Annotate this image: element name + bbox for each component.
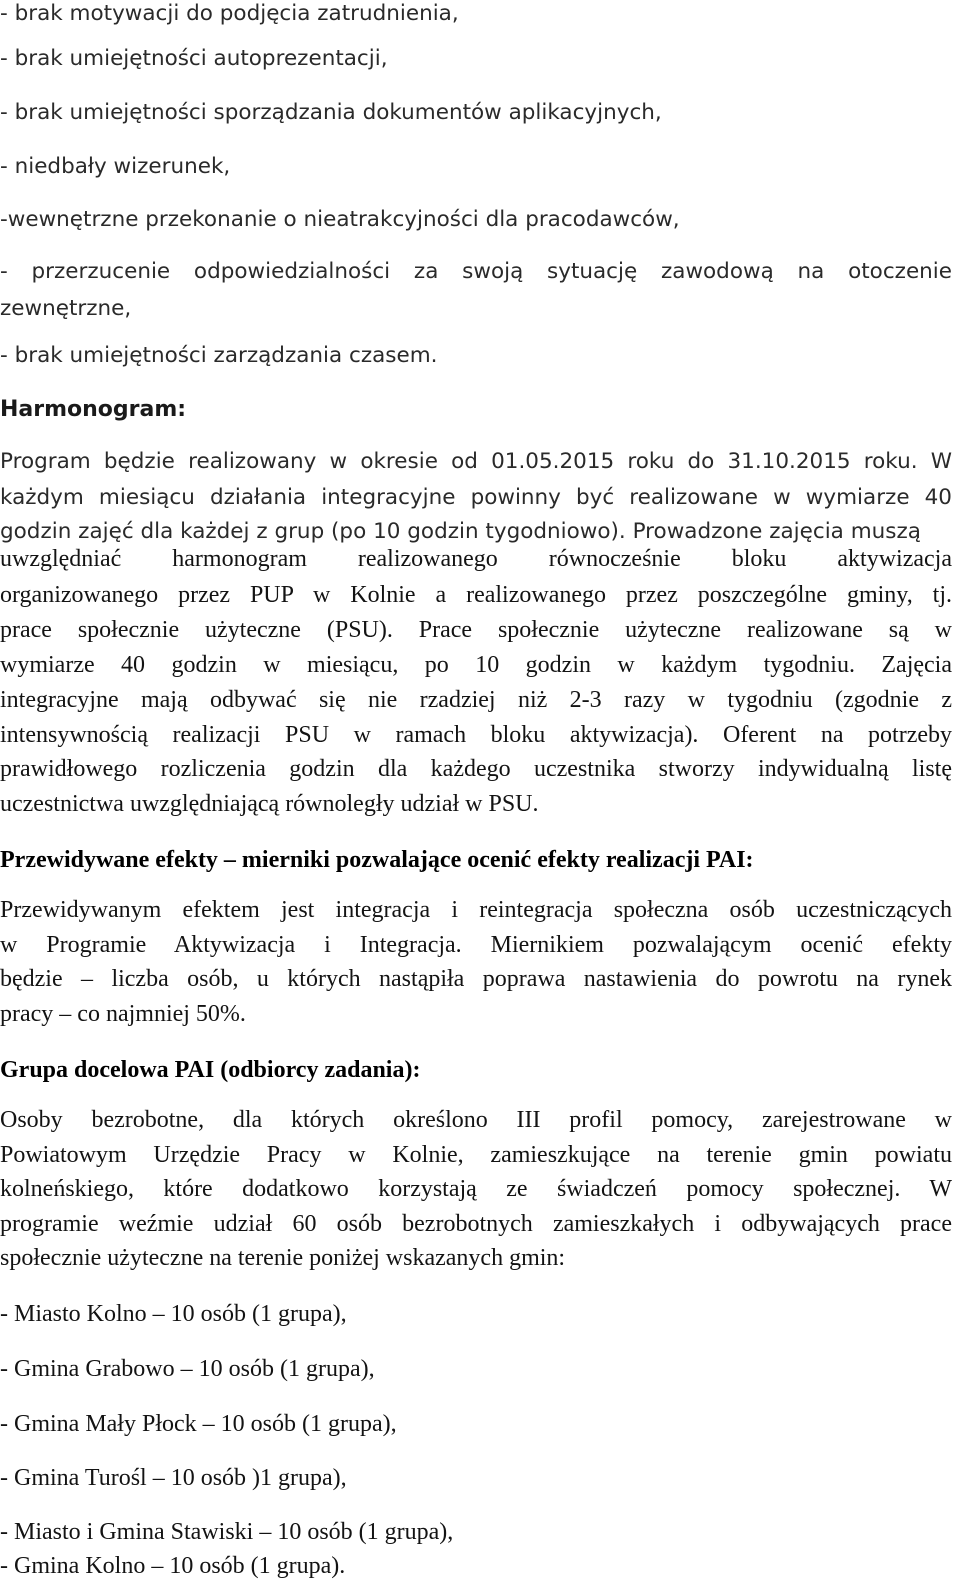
paragraph-line: Osoby bezrobotne, dla których określono III profil pomocy, zarejestrowane w [0,1107,952,1133]
list-item: - Gmina Mały Płock – 10 osób (1 grupa), [0,1411,397,1437]
paragraph-line: uwzględniać harmonogram realizowanego równocześnie bloku aktywizacja [0,546,952,572]
paragraph-line: każdym miesiącu działania integracyjne powinny być realizowane w wymiarze 40 [0,485,952,510]
list-item: - Miasto i Gmina Stawiski – 10 osób (1 grupa), [0,1519,454,1545]
list-item: - brak motywacji do podjęcia zatrudnienia, [0,1,459,26]
paragraph-line: Przewidywanym efektem jest integracja i reintegracja społeczna osób uczestniczących [0,897,952,923]
paragraph-line: Powiatowym Urzędzie Pracy w Kolnie, zamieszkujące na terenie gmin powiatu [0,1142,952,1168]
section-heading-harmonogram: Harmonogram: [0,397,187,422]
paragraph-line: będzie – liczba osób, u których nastąpiła poprawa nastawienia do powrotu na rynek [0,966,952,992]
paragraph-line: Program będzie realizowany w okresie od 01.05.2015 roku do 31.10.2015 roku. W [0,449,952,474]
list-item: - brak umiejętności zarządzania czasem. [0,343,438,368]
list-item: - Gmina Turośl – 10 osób )1 grupa), [0,1465,347,1491]
paragraph-line: programie weźmie udział 60 osób bezrobotnych zamieszkałych i odbywających prace [0,1211,952,1237]
paragraph-line: godzin zajęć dla każdej z grup (po 10 godzin tygodniowo). Prowadzone zajęcia muszą [0,519,921,544]
paragraph-line: pracy – co najmniej 50%. [0,1001,246,1027]
paragraph-line: kolneńskiego, które dodatkowo korzystają ze świadczeń pomocy społecznej. W [0,1176,952,1202]
paragraph-line: społecznie użyteczne na terenie poniżej wskazanych gmin: [0,1245,566,1271]
list-item: - Gmina Grabowo – 10 osób (1 grupa), [0,1356,375,1382]
paragraph-line: organizowanego przez PUP w Kolnie a realizowanego przez poszczególne gminy, tj. [0,582,952,608]
list-item: - przerzucenie odpowiedzialności za swoją sytuację zawodową na otoczenie [0,259,952,284]
list-item: - brak umiejętności autoprezentacji, [0,46,388,71]
list-item: -wewnętrzne przekonanie o nieatrakcyjności dla pracodawców, [0,207,680,232]
paragraph-line: w Programie Aktywizacja i Integracja. Miernikiem pozwalającym ocenić efekty [0,932,952,958]
list-item: - Miasto Kolno – 10 osób (1 grupa), [0,1301,347,1327]
paragraph-line: uczestnictwa uwzględniającą równoległy udział w PSU. [0,791,539,817]
list-item: zewnętrzne, [0,296,132,321]
list-item: - Gmina Kolno – 10 osób (1 grupa). [0,1553,346,1579]
paragraph-line: prawidłowego rozliczenia godzin dla każdego uczestnika stworzy indywidualną listę [0,756,952,782]
paragraph-line: prace społecznie użyteczne (PSU). Prace społecznie użyteczne realizowane są w [0,617,952,643]
paragraph-line: intensywnością realizacji PSU w ramach bloku aktywizacja). Oferent na potrzeby [0,722,952,748]
list-item: - brak umiejętności sporządzania dokumentów aplikacyjnych, [0,100,662,125]
paragraph-line: wymiarze 40 godzin w miesiącu, po 10 godzin w każdym tygodniu. Zajęcia [0,652,952,678]
list-item: - niedbały wizerunek, [0,154,231,179]
section-heading-grupa: Grupa docelowa PAI (odbiorcy zadania): [0,1057,421,1083]
paragraph-line: integracyjne mają odbywać się nie rzadziej niż 2-3 razy w tygodniu (zgodnie z [0,687,952,713]
section-heading-efekty: Przewidywane efekty – mierniki pozwalające ocenić efekty realizacji PAI: [0,847,754,873]
